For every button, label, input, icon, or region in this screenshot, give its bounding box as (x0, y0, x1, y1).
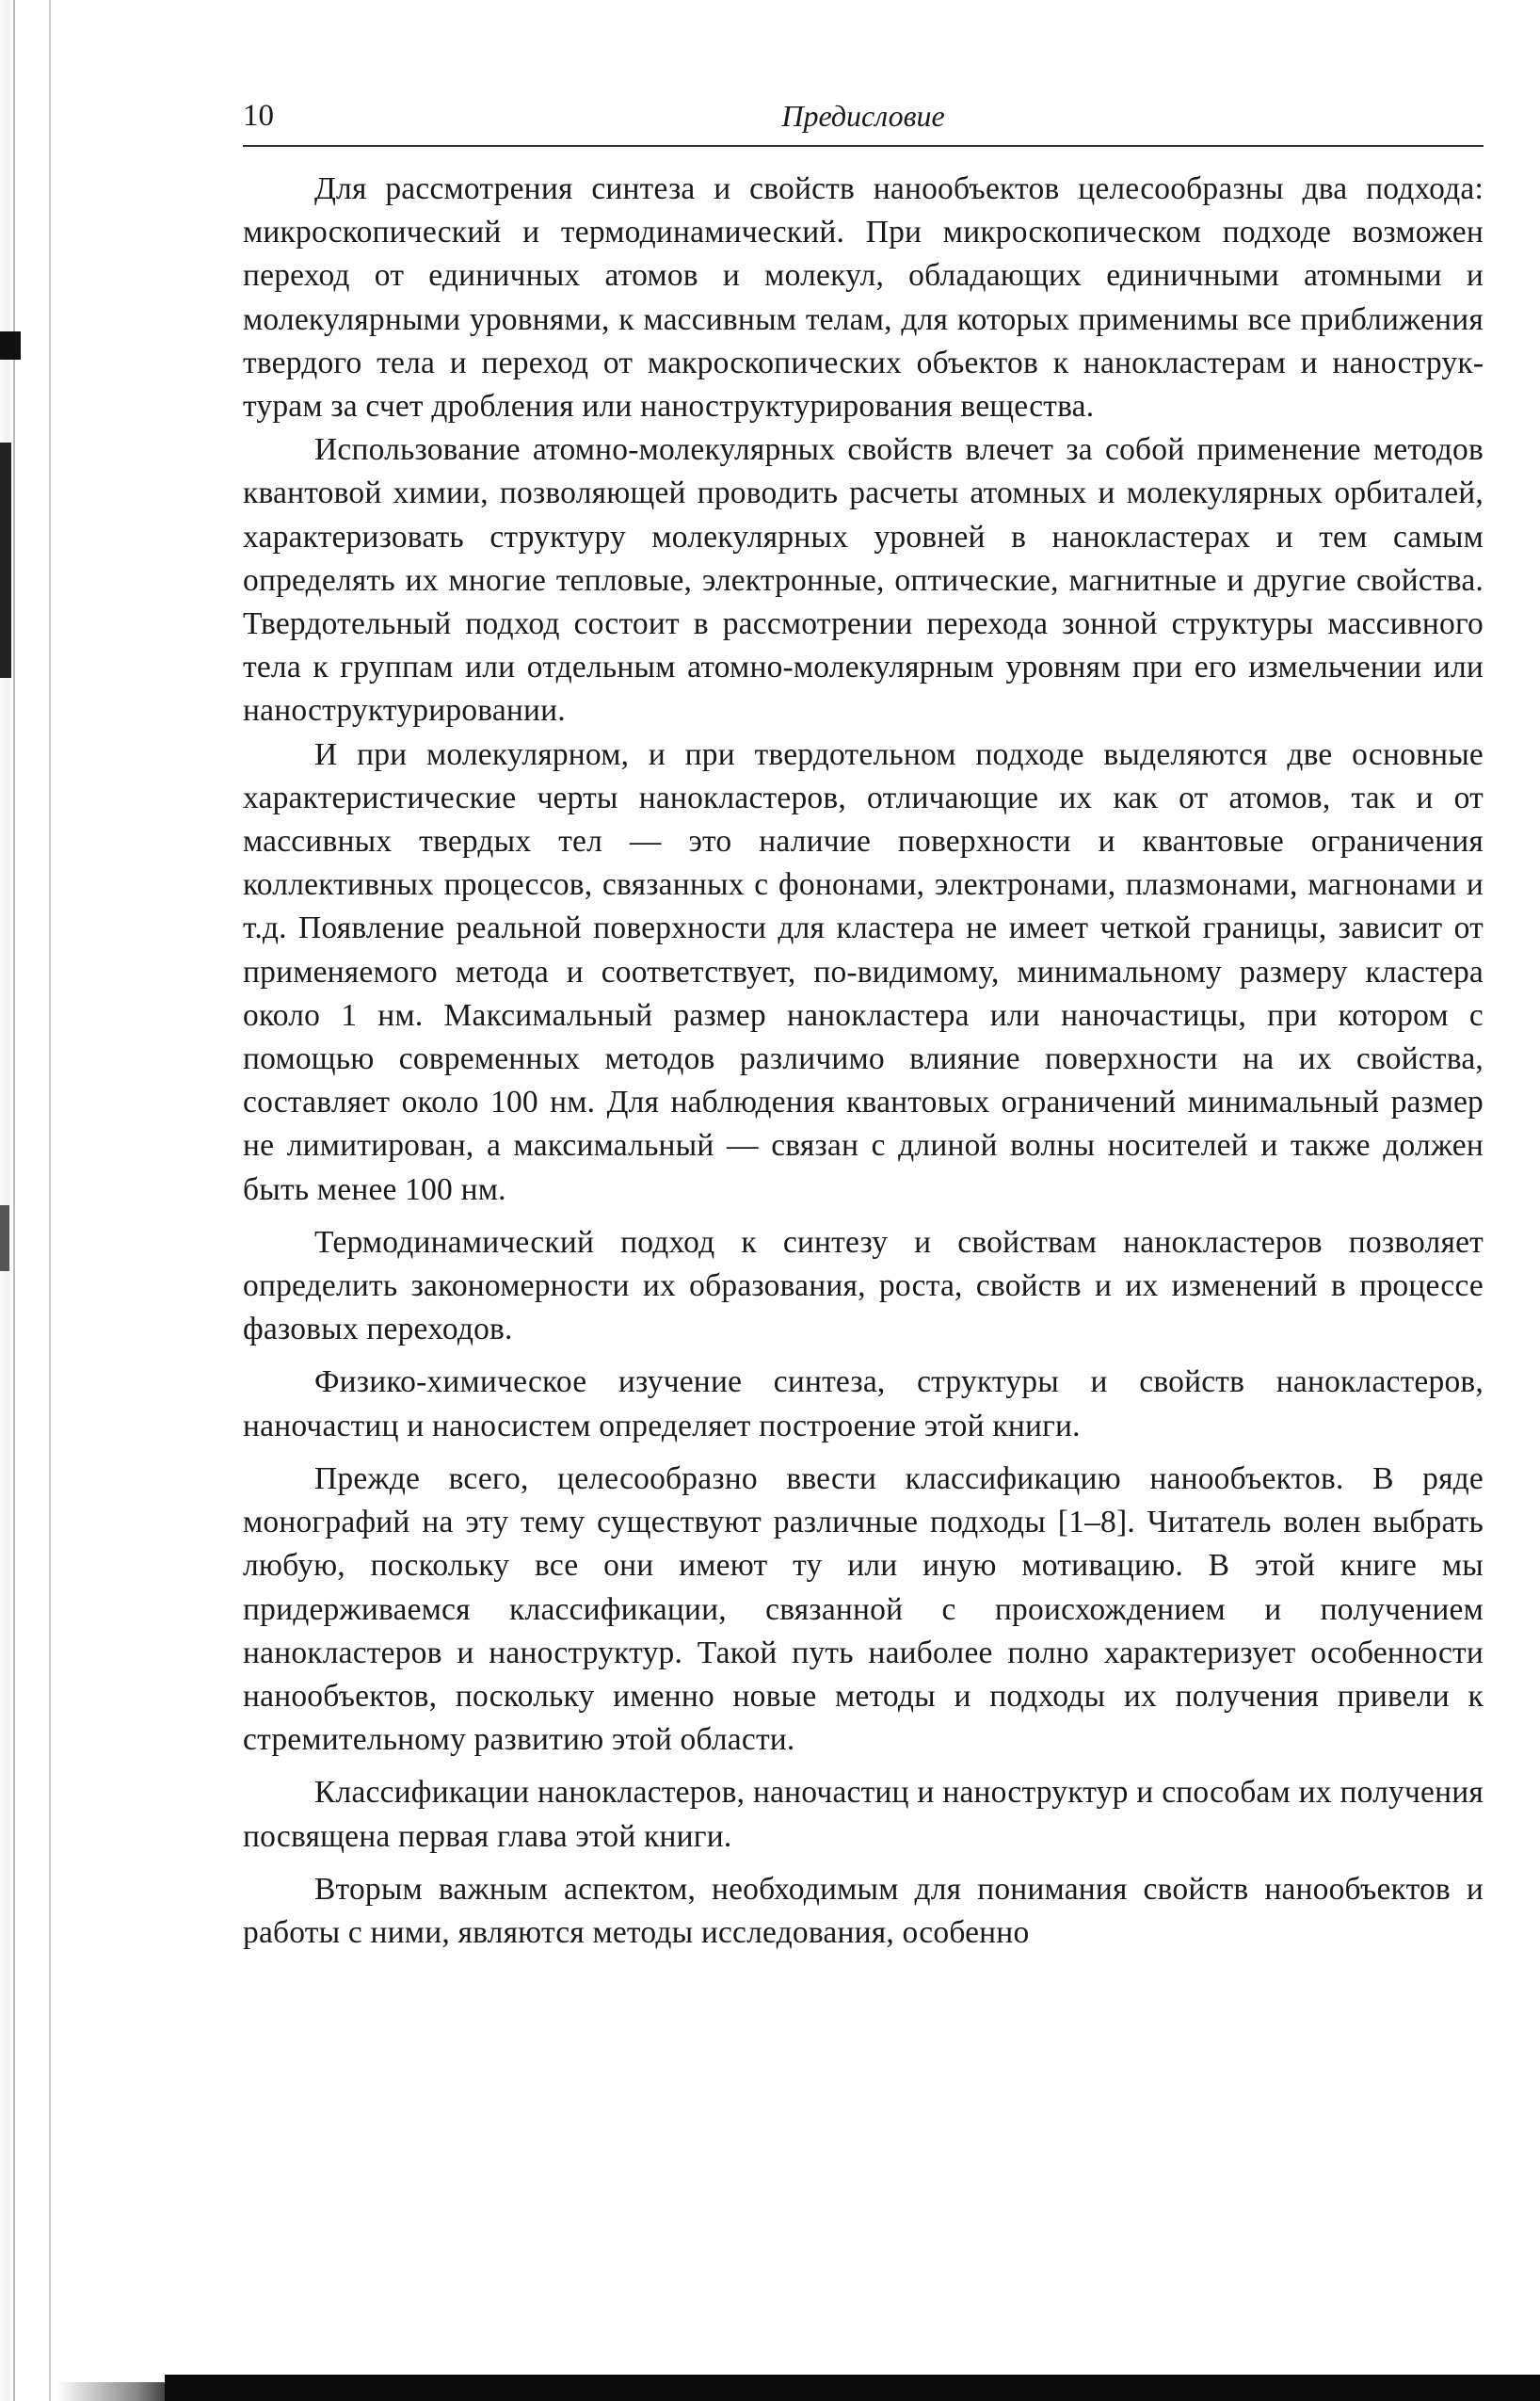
binding-mark (0, 331, 21, 360)
scan-bottom-edge (165, 2375, 1540, 2401)
book-page (243, 94, 1484, 1955)
binding-mark (0, 1205, 9, 1271)
page-body (243, 168, 1484, 1955)
paragraph: И при молекулярном, и при твердотельном подходе выделяются две основные характеристические черты нанокластеров, отличающие их как от атомов, так и от массивных твердых тел — это наличие поверхности и квантовые ограничения коллективных процессов, связанных с фононами, электронами, плазмонами, магнонами и т.д. Появление реальной поверхности для кластера не имеет четкой границы, зависит от применяемого метода и соответствует, по-видимому, минимальному размеру кластера около 1 нм. Максимальный размер нанокластера или наночастицы, при котором с помощью современных методов различимо влияние поверхности на их свойства, составляет около 100 нм. Для наблюдения квантовых ограничений минимальный размер не лимитирован, а максимальный — связан с длиной волны носителей и также должен быть менее 100 нм. (243, 736, 1484, 1207)
binding-mark (0, 443, 11, 678)
paragraph: Классификации нанокластеров, наночастиц и наноструктур и способам их получения посвящена первая глава этой книги. (243, 1775, 1484, 1854)
paragraph: Физико-химическое изучение синтеза, структуры и свойств нанокластеров, наночастиц и наносистем определяет построение этой книги. (243, 1364, 1484, 1443)
binding-line (13, 0, 15, 2401)
paragraph: Использование атомно-молекулярных свойств влечет за собой применение методов квантовой химии, позволяющей проводить расчеты атомных и молекулярных орбиталей, характеризовать структуру молекулярных уровней в нанокластерах и тем самым определять их многие тепловые, электронные, оптические, магнитные и другие свойства. Твердотельный подход состоит в рассмотрении перехода зонной структуры массивного тела к группам или отдельным атомно-молекулярным уровням при его измельчении или наноструктурировании. (243, 432, 1484, 729)
binding-line (49, 0, 51, 2401)
page-header (243, 94, 1484, 147)
paragraph: Прежде всего, целесообразно ввести классификацию нанообъектов. В ряде монографий на эту тему существуют различные подходы [1–8]. Читатель волен выбрать любую, поскольку все они имеют ту или иную мотивацию. В этой книге мы придерживаемся классификации, связанной с происхождением и получением нанокластеров и наноструктур. Такой путь наиболее полно характеризует особенности нанообъектов, поскольку именно новые методы и подходы их получения привели к стремительному развитию этой области. (243, 1460, 1484, 1758)
paragraph: Вторым важным аспектом, необходимым для понимания свойств нанообъектов и работы с ними, являются методы исследования, особенно (243, 1871, 1484, 1950)
scan-binding-edge (0, 0, 56, 2401)
paragraph: Термодинамический подход к синтезу и свойствам нанокластеров позволяет определить закономерности их образования, роста, свойств и их изменений в процессе фазовых переходов. (243, 1224, 1484, 1347)
running-title: Предисловие (781, 99, 945, 133)
paragraph: Для рассмотрения синтеза и свойств нанообъектов целесообразны два подхода: микроскопический и термодинамический. При микроскопическом подходе возможен переход от единичных атомов и молекул, обладающих единичными атомными и молекулярными уровнями, к массивным телам, для которых применимы все приближения твердого тела и переход от макроскопических объектов к нанокластерам и наноструктурам за счет дробления или наноструктурирования вещества. (243, 171, 1484, 425)
page-number: 10 (243, 99, 274, 133)
